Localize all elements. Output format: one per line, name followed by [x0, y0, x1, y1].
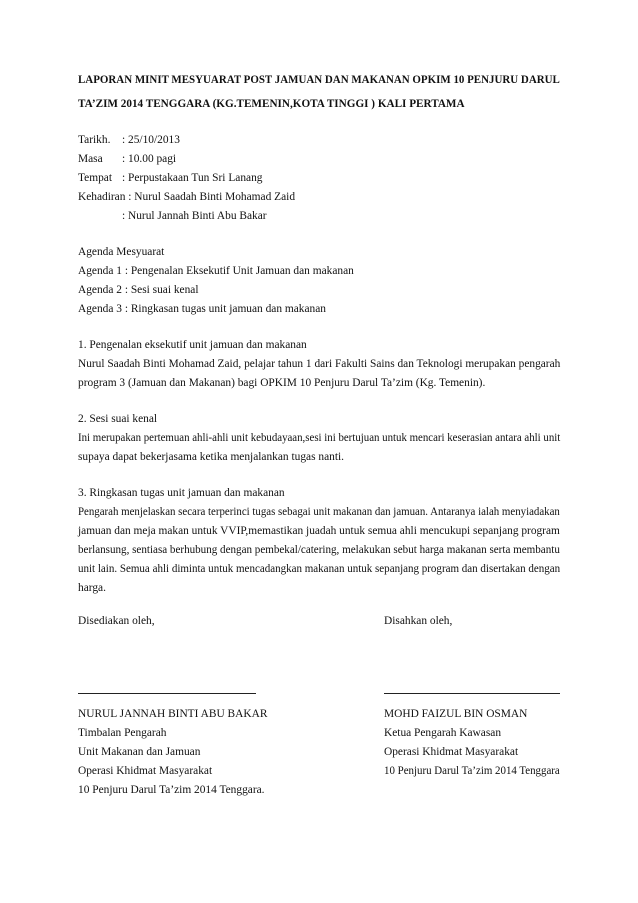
section-line: supaya dapat bekerjasama ketika menjalankan tugas nanti. [78, 451, 344, 463]
signatory-line-right: Operasi Khidmat Masyarakat [384, 746, 519, 758]
report-title-line-2: TA’ZIM 2014 TENGGARA (KG.TEMENIN,KOTA TINGGI ) KALI PERTAMA [78, 98, 465, 110]
section-line: harga. [78, 582, 106, 594]
tempat-value: : Perpustakaan Tun Sri Lanang [122, 172, 263, 184]
section-line: jamuan dan meja makan untuk VVIP,memastikan juadah untuk semua ahli mencukupi sepanjang program [78, 525, 560, 537]
tarikh-label: Tarikh. [78, 134, 111, 146]
masa-value: : 10.00 pagi [122, 153, 177, 165]
section-heading: 3. Ringkasan tugas unit jamuan dan makanan [78, 487, 285, 499]
prepared-by-label: Disediakan oleh, [78, 615, 155, 627]
agenda-heading: Agenda Mesyuarat [78, 246, 165, 258]
tempat-label: Tempat [78, 172, 112, 184]
signatory-name-right: MOHD FAIZUL BIN OSMAN [384, 708, 528, 720]
section-line: Nurul Saadah Binti Mohamad Zaid, pelajar tahun 1 dari Fakulti Sains dan Teknologi merupakan pengarah [78, 358, 561, 370]
masa-label: Masa [78, 153, 103, 165]
kehadiran-value-2: : Nurul Jannah Binti Abu Bakar [122, 210, 267, 222]
kehadiran-value-1: : Nurul Saadah Binti Mohamad Zaid [128, 191, 296, 203]
section-line: unit lain. Semua ahli diminta untuk mencadangkan makanan untuk sepanjang program dan disertakan dengan [78, 563, 561, 575]
agenda-item: Agenda 2 : Sesi suai kenal [78, 284, 199, 296]
section-heading: 2. Sesi suai kenal [78, 413, 158, 425]
signatory-name-left: NURUL JANNAH BINTI ABU BAKAR [78, 708, 268, 720]
section-line: berlansung, sentiasa berhubung dengan pembekal/catering, melakukan sebut harga makanan serta membantu [78, 544, 560, 556]
meta-kehadiran [78, 190, 295, 204]
agenda-item: Agenda 3 : Ringkasan tugas unit jamuan dan makanan [78, 303, 327, 315]
signatory-line-left: 10 Penjuru Darul Ta’zim 2014 Tenggara. [78, 784, 265, 796]
section-line: program 3 (Jamuan dan Makanan) bagi OPKIM 10 Penjuru Darul Ta’zim (Kg. Temenin). [78, 377, 486, 389]
tarikh-value: : 25/10/2013 [122, 134, 180, 146]
agenda-item: Agenda 1 : Pengenalan Eksekutif Unit Jamuan dan makanan [78, 265, 354, 277]
signatory-line-left: Unit Makanan dan Jamuan [78, 746, 201, 758]
meta-tarikh [78, 133, 180, 147]
signatory-line-left: Operasi Khidmat Masyarakat [78, 765, 213, 777]
section-line: Pengarah menjelaskan secara terperinci tugas sebagai unit makanan dan jamuan. Antaranya ialah menyiadakan [78, 506, 560, 518]
signatory-line-right: Ketua Pengarah Kawasan [384, 727, 502, 739]
signatory-line-left: Timbalan Pengarah [78, 727, 167, 739]
signatory-line-right: 10 Penjuru Darul Ta’zim 2014 Tenggara [384, 765, 560, 777]
report-title-line-1: LAPORAN MINIT MESYUARAT POST JAMUAN DAN MAKANAN OPKIM 10 PENJURU DARUL [78, 74, 560, 86]
meta-masa [78, 152, 176, 166]
meta-tempat [78, 171, 262, 185]
signature-line-right [384, 693, 560, 694]
approved-by-label: Disahkan oleh, [384, 615, 453, 627]
section-heading: 1. Pengenalan eksekutif unit jamuan dan makanan [78, 339, 307, 351]
kehadiran-label: Kehadiran [78, 191, 126, 203]
section-line: Ini merupakan pertemuan ahli-ahli unit kebudayaan,sesi ini bertujuan untuk mencari keserasian antara ahli unit [78, 432, 561, 444]
signature-line-left [78, 693, 256, 694]
